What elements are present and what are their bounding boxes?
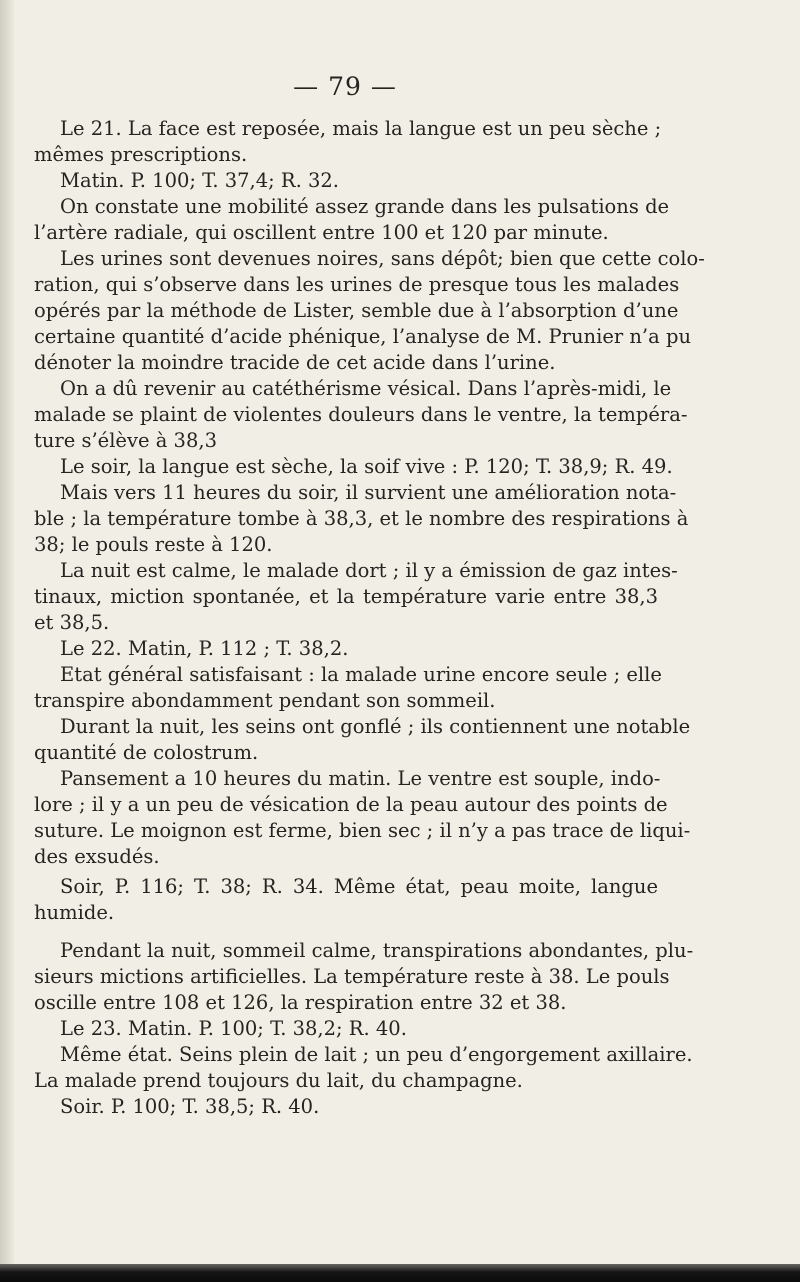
text-line: ration, qui s’observe dans les urines de presque tous les malades: [34, 273, 680, 296]
text-line: l’artère radiale, qui oscillent entre 100 et 120 par minute.: [34, 221, 609, 244]
text-line: mêmes prescriptions.: [34, 143, 248, 166]
text-line: et 38,5.: [34, 611, 110, 634]
text-line: oscille entre 108 et 126, la respiration entre 32 et 38.: [34, 991, 567, 1014]
text-line: Mais vers 11 heures du soir, il survient une amélioration nota-: [60, 481, 677, 504]
text-line: Soir, P. 116; T. 38; R. 34. Même état, peau moite, langue: [60, 875, 658, 898]
text-line: certaine quantité d’acide phénique, l’analyse de M. Prunier n’a pu: [34, 325, 692, 348]
text-line: Pansement a 10 heures du matin. Le ventre est souple, indo-: [60, 767, 661, 790]
text-line: La malade prend toujours du lait, du champagne.: [34, 1069, 523, 1092]
text-line: malade se plaint de violentes douleurs dans le ventre, la tempéra-: [34, 403, 688, 426]
text-line: Le 21. La face est reposée, mais la langue est un peu sèche ;: [60, 117, 662, 140]
text-line: dénoter la moindre tracide de cet acide dans l’urine.: [34, 351, 556, 374]
text-line: Les urines sont devenues noires, sans dépôt; bien que cette colo-: [60, 247, 705, 270]
text-line: Même état. Seins plein de lait ; un peu d’engorgement axillaire.: [60, 1043, 693, 1066]
text-line: humide.: [34, 901, 115, 924]
page-bottom-edge-shadow: [0, 1264, 800, 1282]
text-line: quantité de colostrum.: [34, 741, 259, 764]
text-line: opérés par la méthode de Lister, semble due à l’absorption d’une: [34, 299, 679, 322]
page-number: — 79 —: [293, 72, 397, 101]
text-line: On a dû revenir au catéthérisme vésical. Dans l’après-midi, le: [60, 377, 672, 400]
text-line: tinaux, miction spontanée, et la température varie entre 38,3: [34, 585, 658, 608]
text-line: Matin. P. 100; T. 37,4; R. 32.: [60, 169, 339, 192]
text-line: 38; le pouls reste à 120.: [34, 533, 273, 556]
text-line: Le 23. Matin. P. 100; T. 38,2; R. 40.: [60, 1017, 407, 1040]
text-line: suture. Le moignon est ferme, bien sec ; il n’y a pas trace de liqui-: [34, 819, 691, 842]
text-line: ble ; la température tombe à 38,3, et le nombre des respirations à: [34, 507, 689, 530]
text-line: ture s’élève à 38,3: [34, 429, 217, 452]
text-line: Le soir, la langue est sèche, la soif vive : P. 120; T. 38,9; R. 49.: [60, 455, 673, 478]
text-line: transpire abondamment pendant son sommeil.: [34, 689, 496, 712]
text-line: La nuit est calme, le malade dort ; il y a émission de gaz intes-: [60, 559, 678, 582]
text-line: Le 22. Matin, P. 112 ; T. 38,2.: [60, 637, 349, 660]
text-line: Soir. P. 100; T. 38,5; R. 40.: [60, 1095, 320, 1118]
text-line: Durant la nuit, les seins ont gonflé ; ils contiennent une notable: [60, 715, 691, 738]
text-line: lore ; il y a un peu de vésication de la peau autour des points de: [34, 793, 668, 816]
text-line: Etat général satisfaisant : la malade urine encore seule ; elle: [60, 663, 662, 686]
text-line: Pendant la nuit, sommeil calme, transpirations abondantes, plu-: [60, 939, 694, 962]
text-line: sieurs mictions artificielles. La température reste à 38. Le pouls: [34, 965, 670, 988]
text-line: On constate une mobilité assez grande dans les pulsations de: [60, 195, 670, 218]
text-line: des exsudés.: [34, 845, 160, 868]
